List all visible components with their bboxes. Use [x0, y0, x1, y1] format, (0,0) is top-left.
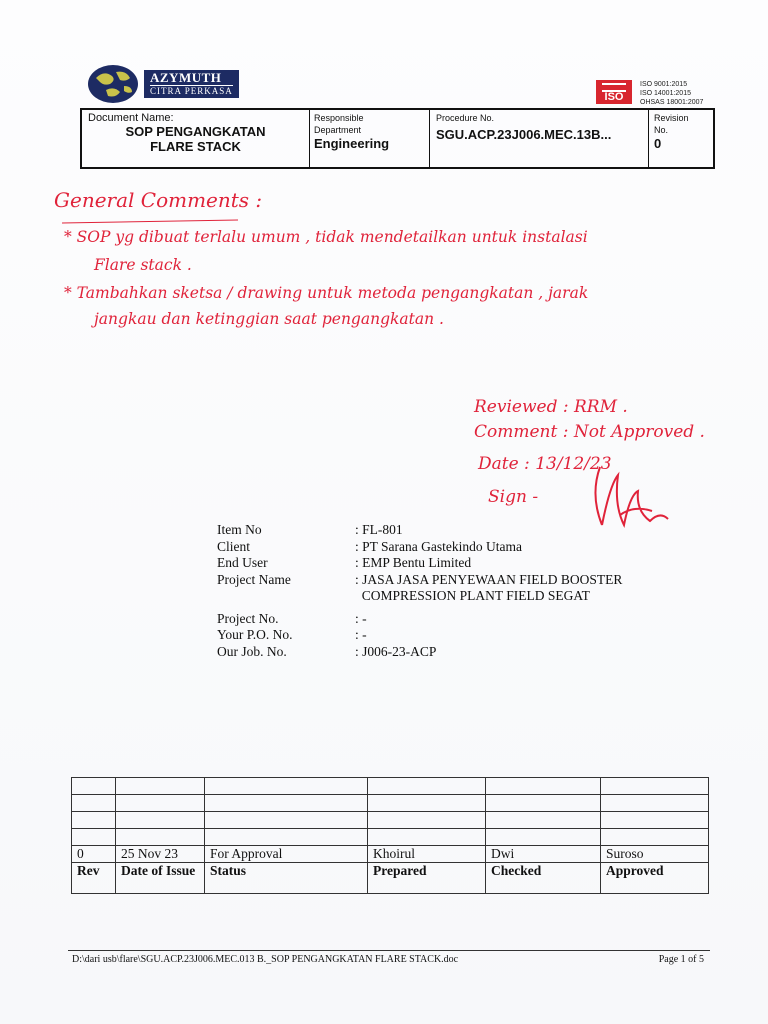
- field-label: Project Name: [217, 571, 291, 587]
- field-value: : J006-23-ACP: [355, 643, 437, 659]
- field-label: Our Job. No.: [217, 643, 287, 659]
- procedure-value: SGU.ACP.23J006.MEC.13B...: [436, 127, 612, 142]
- footer-divider: [68, 950, 710, 951]
- handwritten-date: Date : 13/12/23: [478, 454, 612, 474]
- field-row: [217, 522, 675, 539]
- handwritten-comment-status: Comment : Not Approved .: [474, 422, 705, 442]
- iso-certification: [596, 80, 703, 107]
- department-cell: [310, 110, 430, 167]
- document-name-cell: [82, 110, 310, 167]
- revision-cell: [649, 110, 713, 167]
- logo-subtitle: CITRA PERKASA: [150, 86, 233, 96]
- header-rev: Rev: [72, 863, 116, 894]
- field-label: Project No.: [217, 610, 279, 626]
- handwritten-comment-2-cont: jangkau dan ketinggian saat pengangkatan .: [94, 310, 444, 328]
- document-header-table: [80, 108, 715, 169]
- field-value: : PT Sarana Gastekindo Utama: [355, 538, 522, 554]
- handwritten-sign-label: Sign -: [488, 487, 539, 507]
- document-name-line1: SOP PENGANGKATAN: [125, 124, 266, 139]
- revision-value: 0: [654, 136, 662, 151]
- field-value: COMPRESSION PLANT FIELD SEGAT: [355, 588, 590, 603]
- field-row: [217, 539, 675, 556]
- field-label: [217, 588, 355, 605]
- handwritten-underline: [62, 219, 238, 223]
- field-label: Item No: [217, 522, 262, 537]
- document-name-label: Document Name:: [88, 112, 174, 124]
- checked-cell: Dwi: [486, 846, 601, 863]
- page-number: Page 1 of 5: [658, 954, 704, 965]
- department-label: Responsible: [314, 113, 364, 123]
- iso-standard: OHSAS 18001:2007: [640, 99, 704, 106]
- document-name-line2: FLARE STACK: [150, 139, 241, 154]
- footer: [72, 954, 704, 965]
- table-row: [72, 846, 709, 863]
- field-value: : JASA JASA PENYEWAAN FIELD BOOSTER: [355, 571, 623, 587]
- field-row: [217, 555, 675, 572]
- field-value: : -: [355, 610, 367, 626]
- company-logo: [86, 64, 239, 104]
- table-row: [72, 778, 709, 795]
- field-row: [217, 644, 675, 661]
- iso-badge-icon: ISO: [596, 80, 632, 104]
- header-date: Date of Issue: [116, 863, 205, 894]
- prepared-cell: Khoirul: [368, 846, 486, 863]
- logo-name: AZYMUTH: [150, 70, 222, 85]
- date-cell: 25 Nov 23: [116, 846, 205, 863]
- revision-table: [71, 777, 709, 894]
- header-status: Status: [205, 863, 368, 894]
- field-value: : FL-801: [355, 522, 403, 537]
- table-row: [72, 829, 709, 846]
- header-checked: Checked: [486, 863, 601, 894]
- handwritten-general-comments: General Comments :: [54, 188, 263, 212]
- globe-logo-icon: [86, 64, 140, 104]
- revision-label-2: No.: [654, 125, 669, 135]
- handwritten-comment-1-cont: Flare stack .: [94, 256, 192, 274]
- department-value: Engineering: [314, 136, 390, 151]
- iso-standards: [640, 80, 703, 107]
- field-value: : EMP Bentu Limited: [355, 555, 472, 570]
- table-row: [72, 795, 709, 812]
- iso-standard: ISO 14001:2015: [640, 90, 691, 97]
- table-row: [72, 812, 709, 829]
- file-path: D:\dari usb\flare\SGU.ACP.23J006.MEC.013 B._SOP PENGANGKATAN FLARE STACK.doc: [72, 954, 459, 965]
- rev-cell: 0: [72, 846, 116, 863]
- department-label-2: Department: [314, 125, 362, 135]
- logo-wordmark: [144, 70, 239, 98]
- header-prepared: Prepared: [368, 863, 486, 894]
- field-row: [217, 627, 675, 644]
- project-info: [217, 522, 675, 660]
- field-label: End User: [217, 555, 268, 570]
- table-header-row: [72, 863, 709, 894]
- field-value: : -: [355, 627, 367, 642]
- approved-cell: Suroso: [601, 846, 709, 863]
- handwritten-reviewed: Reviewed : RRM .: [474, 397, 628, 417]
- handwritten-comment-1: * SOP yg dibuat terlalu umum , tidak mendetailkan untuk instalasi: [64, 228, 588, 246]
- revision-label: Revision: [654, 113, 689, 123]
- field-row: [217, 611, 675, 628]
- status-cell: For Approval: [205, 846, 368, 863]
- field-label: Client: [217, 538, 250, 554]
- field-row: [217, 588, 675, 605]
- field-label: Your P.O. No.: [217, 627, 293, 642]
- procedure-cell: [430, 110, 649, 167]
- field-row: [217, 572, 675, 589]
- iso-standard: ISO 9001:2015: [640, 81, 688, 88]
- header-approved: Approved: [601, 863, 709, 894]
- procedure-label: Procedure No.: [436, 113, 495, 123]
- handwritten-comment-2: * Tambahkan sketsa / drawing untuk metoda pengangkatan , jarak: [64, 284, 589, 302]
